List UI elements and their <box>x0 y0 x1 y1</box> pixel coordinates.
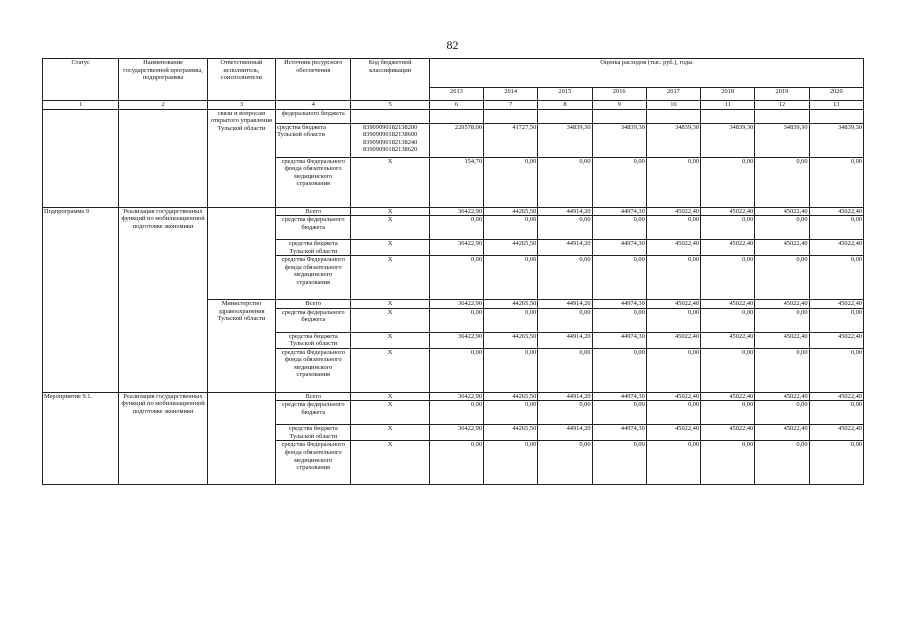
value-cell: 36422,90 <box>429 332 483 348</box>
header-executor: Ответственный исполнитель, соисполнители <box>207 59 275 101</box>
column-number: 6 <box>429 101 483 110</box>
header-estimate: Оценка расходов (тыс. руб.), годы <box>429 59 863 88</box>
value-cell: 45022,40 <box>809 240 863 256</box>
source-label: Всего <box>276 207 351 216</box>
budget-table <box>42 58 864 485</box>
value-cell: 0,00 <box>592 441 646 485</box>
executor-cell <box>207 392 275 485</box>
value-cell: 45022,40 <box>755 425 809 441</box>
value-cell: 0,00 <box>484 256 538 300</box>
source-label: федерального бюджета <box>276 109 351 123</box>
column-number-row <box>43 101 864 110</box>
value-cell: 0,00 <box>592 308 646 332</box>
value-cell: 45022,40 <box>646 332 700 348</box>
value-cell: 0,00 <box>755 401 809 425</box>
value-cell: 0,00 <box>701 348 755 392</box>
value-cell: 0,00 <box>592 256 646 300</box>
year-header: 2020 <box>809 88 863 101</box>
value-cell: 0,00 <box>701 441 755 485</box>
value-cell: 0,00 <box>592 216 646 240</box>
value-cell: 41727,50 <box>484 123 538 157</box>
source-label: средства Федерального фонда обязательного медицинского страхования <box>276 256 351 300</box>
column-number: 1 <box>43 101 119 110</box>
value-cell: 0,00 <box>701 256 755 300</box>
value-cell: 36422,90 <box>429 392 483 401</box>
value-cell: 45022,40 <box>701 425 755 441</box>
kbk-cell: X <box>351 240 429 256</box>
kbk-cell: X <box>351 348 429 392</box>
value-cell: 44974,30 <box>592 300 646 309</box>
value-cell: 0,00 <box>809 348 863 392</box>
source-label: средства Федерального фонда обязательного медицинского страхования <box>276 157 351 207</box>
source-label: средства Федерального фонда обязательного медицинского страхования <box>276 441 351 485</box>
year-header: 2016 <box>592 88 646 101</box>
value-cell: 0,00 <box>592 401 646 425</box>
page-number: 82 <box>446 38 459 52</box>
table-row <box>43 392 864 401</box>
value-cell: 0,00 <box>538 441 592 485</box>
source-label: средства Федерального фонда обязательного медицинского страхования <box>276 348 351 392</box>
value-cell <box>592 109 646 123</box>
value-cell: 0,00 <box>429 401 483 425</box>
value-cell: 44265,50 <box>484 332 538 348</box>
value-cell: 36422,90 <box>429 207 483 216</box>
value-cell <box>538 109 592 123</box>
value-cell <box>701 109 755 123</box>
value-cell: 0,00 <box>538 256 592 300</box>
source-label: средства федерального бюджета <box>276 216 351 240</box>
column-number: 11 <box>701 101 755 110</box>
value-cell: 44914,20 <box>538 207 592 216</box>
kbk-cell: X <box>351 392 429 401</box>
status-cell: Подпрограмма 9 <box>43 207 119 392</box>
value-cell: 0,00 <box>429 348 483 392</box>
value-cell: 45022,40 <box>755 207 809 216</box>
value-cell: 0,00 <box>809 441 863 485</box>
kbk-cell: X <box>351 425 429 441</box>
name-cell <box>119 109 207 207</box>
value-cell: 45022,40 <box>809 300 863 309</box>
value-cell: 45022,40 <box>701 207 755 216</box>
value-cell: 36422,90 <box>429 240 483 256</box>
executor-cell: Министерство здравоохранения Тульской области <box>207 300 275 393</box>
value-cell: 45022,40 <box>701 332 755 348</box>
value-cell: 0,00 <box>646 441 700 485</box>
name-cell: Реализация государственных функций по мобилизационной подготовке экономики <box>119 207 207 392</box>
value-cell: 44914,20 <box>538 425 592 441</box>
column-number: 12 <box>755 101 809 110</box>
value-cell: 0,00 <box>755 348 809 392</box>
value-cell: 0,00 <box>592 157 646 207</box>
value-cell: 45022,40 <box>701 392 755 401</box>
kbk-cell: X <box>351 216 429 240</box>
value-cell: 0,00 <box>755 256 809 300</box>
column-number: 9 <box>592 101 646 110</box>
source-label: средства бюджета Тульской области <box>276 425 351 441</box>
value-cell: 44914,20 <box>538 332 592 348</box>
value-cell: 0,00 <box>484 441 538 485</box>
column-number: 3 <box>207 101 275 110</box>
value-cell: 0,00 <box>809 401 863 425</box>
value-cell: 45022,40 <box>701 240 755 256</box>
source-label: средства федерального бюджета <box>276 401 351 425</box>
source-label: средства федерального бюджета <box>276 308 351 332</box>
value-cell: 34839,30 <box>809 123 863 157</box>
value-cell: 44265,50 <box>484 425 538 441</box>
value-cell: 44265,50 <box>484 392 538 401</box>
value-cell: 0,00 <box>701 157 755 207</box>
value-cell <box>484 109 538 123</box>
value-cell: 45022,40 <box>646 240 700 256</box>
value-cell: 44974,30 <box>592 240 646 256</box>
value-cell: 0,00 <box>755 216 809 240</box>
value-cell: 45022,40 <box>755 300 809 309</box>
year-header: 2014 <box>484 88 538 101</box>
source-label: средства бюджета Тульской области <box>276 332 351 348</box>
kbk-cell: X <box>351 300 429 309</box>
value-cell: 44914,20 <box>538 240 592 256</box>
value-cell: 0,00 <box>538 348 592 392</box>
column-number: 4 <box>276 101 351 110</box>
kbk-cell: X <box>351 441 429 485</box>
value-cell: 229578,00 <box>429 123 483 157</box>
value-cell: 0,00 <box>429 216 483 240</box>
source-label: Всего <box>276 392 351 401</box>
header-status: Статус <box>43 59 119 101</box>
header-row <box>43 59 864 88</box>
kbk-cell: X <box>351 207 429 216</box>
source-label: Всего <box>276 300 351 309</box>
status-cell <box>43 109 119 207</box>
column-number: 7 <box>484 101 538 110</box>
value-cell: 154,70 <box>429 157 483 207</box>
source-label: средства бюджета Тульской области <box>276 123 351 157</box>
table-row <box>43 207 864 216</box>
value-cell: 44974,30 <box>592 392 646 401</box>
value-cell: 34839,30 <box>755 123 809 157</box>
value-cell: 0,00 <box>484 216 538 240</box>
year-header: 2013 <box>429 88 483 101</box>
value-cell: 45022,40 <box>809 207 863 216</box>
value-cell: 44974,30 <box>592 332 646 348</box>
column-number: 13 <box>809 101 863 110</box>
value-cell: 44974,30 <box>592 207 646 216</box>
column-number: 8 <box>538 101 592 110</box>
value-cell: 0,00 <box>484 157 538 207</box>
column-number: 10 <box>646 101 700 110</box>
value-cell <box>809 109 863 123</box>
value-cell <box>429 109 483 123</box>
value-cell: 45022,40 <box>755 392 809 401</box>
year-header: 2018 <box>701 88 755 101</box>
value-cell: 45022,40 <box>701 300 755 309</box>
value-cell: 0,00 <box>701 401 755 425</box>
value-cell: 0,00 <box>755 441 809 485</box>
kbk-cell: X <box>351 157 429 207</box>
value-cell: 36422,90 <box>429 300 483 309</box>
kbk-cell: X <box>351 332 429 348</box>
value-cell: 45022,40 <box>646 425 700 441</box>
value-cell: 0,00 <box>538 157 592 207</box>
value-cell: 34839,30 <box>592 123 646 157</box>
value-cell: 0,00 <box>646 308 700 332</box>
value-cell: 44265,50 <box>484 207 538 216</box>
value-cell: 34839,30 <box>701 123 755 157</box>
value-cell: 45022,40 <box>809 332 863 348</box>
value-cell: 0,00 <box>701 216 755 240</box>
name-cell: Реализация государственных функций по мобилизационной подготовке экономики <box>119 392 207 485</box>
source-label: средства бюджета Тульской области <box>276 240 351 256</box>
value-cell: 45022,40 <box>809 425 863 441</box>
value-cell: 0,00 <box>701 308 755 332</box>
executor-cell: связи и вопросам открытого управления Тульской области <box>207 109 275 207</box>
value-cell: 0,00 <box>538 308 592 332</box>
status-cell: Мероприятие 9.1. <box>43 392 119 485</box>
kbk-cell <box>351 109 429 123</box>
year-header: 2017 <box>646 88 700 101</box>
value-cell: 44265,50 <box>484 240 538 256</box>
value-cell: 0,00 <box>646 401 700 425</box>
value-cell: 45022,40 <box>646 300 700 309</box>
header-name: Наименование государственной программы, подпрограммы <box>119 59 207 101</box>
value-cell: 0,00 <box>809 157 863 207</box>
column-number: 5 <box>351 101 429 110</box>
value-cell: 0,00 <box>755 157 809 207</box>
value-cell: 0,00 <box>755 308 809 332</box>
value-cell: 0,00 <box>538 401 592 425</box>
value-cell: 45022,40 <box>646 207 700 216</box>
kbk-cell: X <box>351 401 429 425</box>
value-cell: 44974,30 <box>592 425 646 441</box>
header-kbk: Код бюджетной классификации <box>351 59 429 101</box>
value-cell: 0,00 <box>809 216 863 240</box>
value-cell: 45022,40 <box>809 392 863 401</box>
kbk-cell: X <box>351 256 429 300</box>
value-cell: 45022,40 <box>646 392 700 401</box>
value-cell: 44265,50 <box>484 300 538 309</box>
value-cell <box>646 109 700 123</box>
value-cell: 45022,40 <box>755 332 809 348</box>
value-cell: 0,00 <box>429 441 483 485</box>
year-header: 2019 <box>755 88 809 101</box>
value-cell: 36422,90 <box>429 425 483 441</box>
value-cell: 0,00 <box>646 348 700 392</box>
value-cell <box>755 109 809 123</box>
column-number: 2 <box>119 101 207 110</box>
kbk-cell: X <box>351 308 429 332</box>
value-cell: 0,00 <box>429 256 483 300</box>
value-cell: 44914,20 <box>538 300 592 309</box>
value-cell: 0,00 <box>484 348 538 392</box>
value-cell: 34839,30 <box>538 123 592 157</box>
executor-cell <box>207 207 275 300</box>
value-cell: 0,00 <box>429 308 483 332</box>
value-cell: 0,00 <box>646 216 700 240</box>
year-header: 2015 <box>538 88 592 101</box>
value-cell: 0,00 <box>484 308 538 332</box>
value-cell: 0,00 <box>809 308 863 332</box>
value-cell: 34839,30 <box>646 123 700 157</box>
value-cell: 44914,20 <box>538 392 592 401</box>
kbk-cell: 83909090182138200 83909090182138600 83909090182138240 83909090182138620 <box>351 123 429 157</box>
value-cell: 0,00 <box>484 401 538 425</box>
value-cell: 0,00 <box>538 216 592 240</box>
table-row <box>43 109 864 123</box>
value-cell: 45022,40 <box>755 240 809 256</box>
header-source: Источник ресурсного обеспечения <box>276 59 351 101</box>
value-cell: 0,00 <box>646 256 700 300</box>
value-cell: 0,00 <box>646 157 700 207</box>
value-cell: 0,00 <box>809 256 863 300</box>
value-cell: 0,00 <box>592 348 646 392</box>
